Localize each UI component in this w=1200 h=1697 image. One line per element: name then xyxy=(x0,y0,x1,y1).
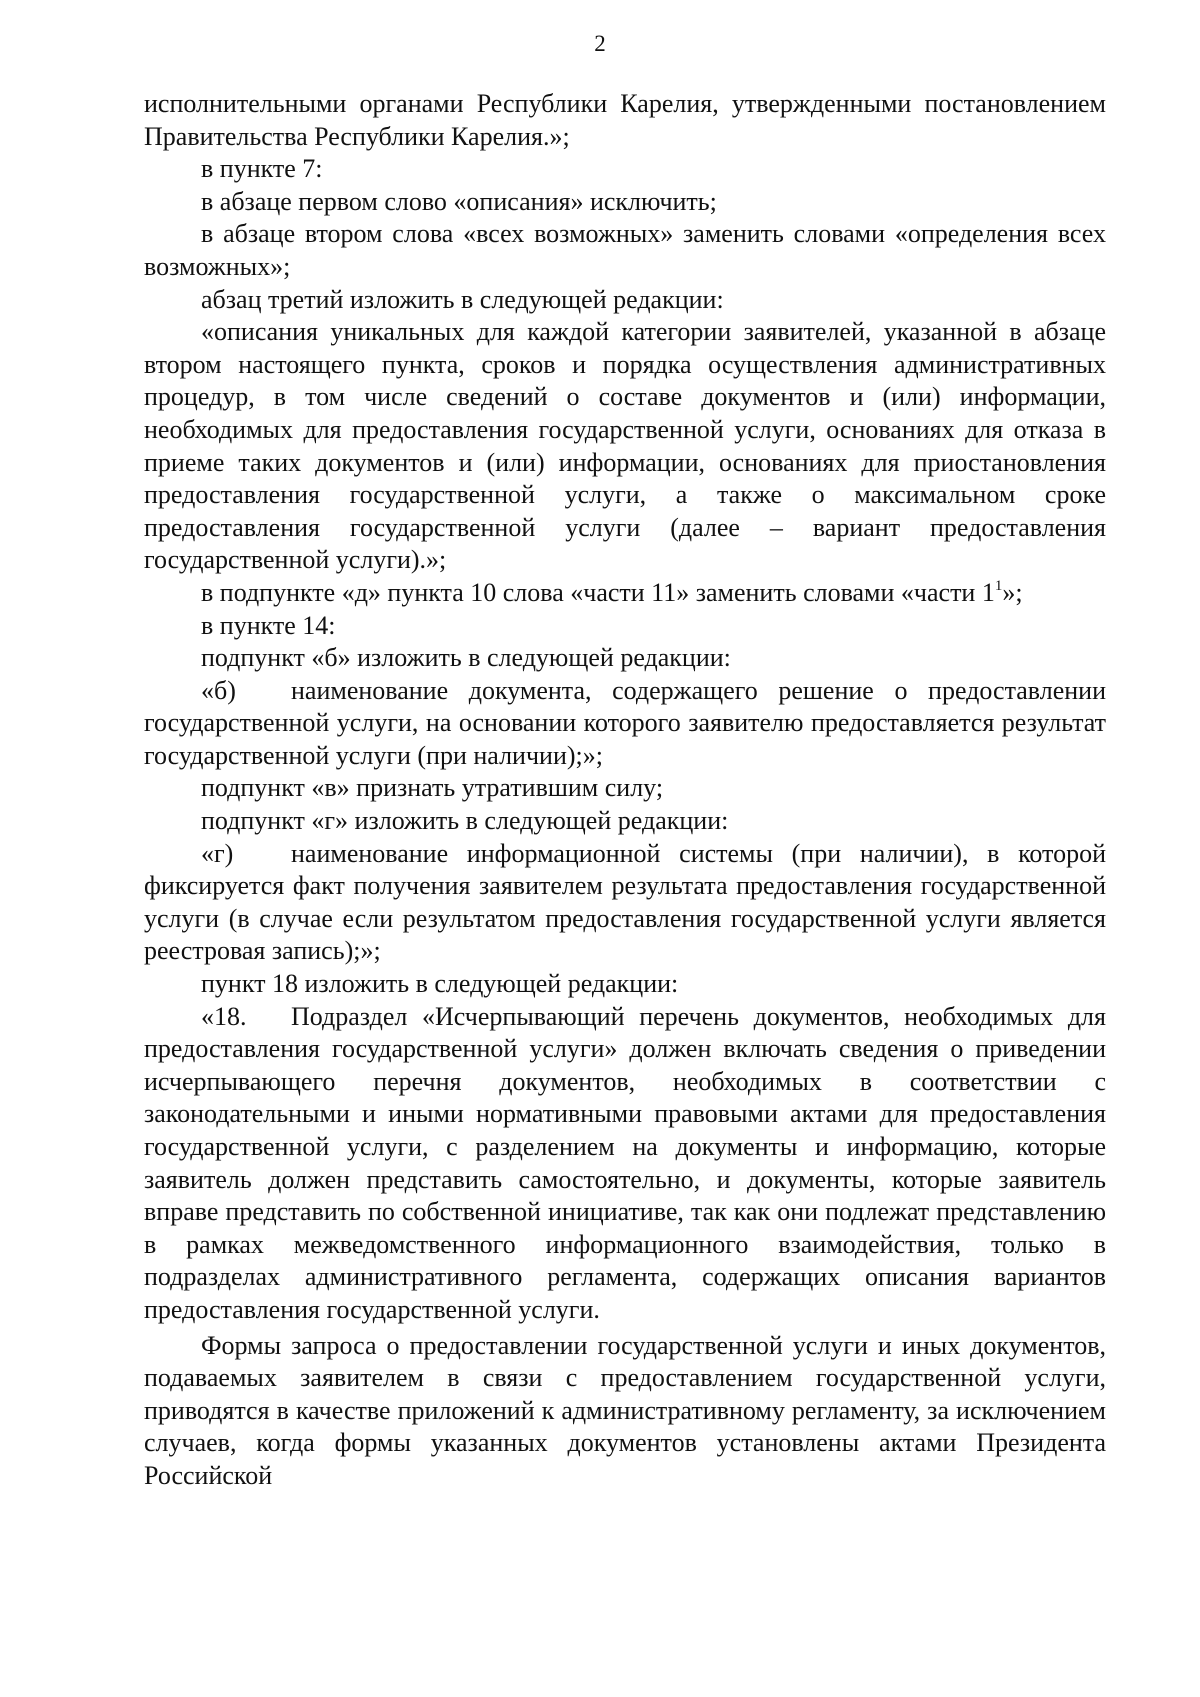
paragraph-text: наименование информационной системы (при наличии), в которой фиксируется факт получения заявителем результата предоставления государственной услуги (в случае если результатом предоставления государственной услуги является реестровая запись);»; xyxy=(144,838,1106,966)
point-paragraph xyxy=(144,1001,1106,1327)
paragraph: подпункт «б» изложить в следующей редакции: xyxy=(201,643,731,673)
paragraph-text: в подпункте «д» пункта 10 слова «части 11» заменить словами «части 1 xyxy=(201,577,995,607)
paragraph: подпункт «в» признать утратившим силу; xyxy=(201,773,664,803)
page-number: 2 xyxy=(594,31,606,56)
paragraph-text: наименование документа, содержащего решение о предоставлении государственной услуги, на основании которого заявителю предоставляется результат государственной услуги (при наличии);»; xyxy=(144,675,1106,770)
paragraph: в абзаце втором слова «всех возможных» заменить словами «определения всех возможных»; xyxy=(144,219,1106,281)
paragraph: в абзаце первом слово «описания» исключить; xyxy=(201,186,717,216)
subpoint-marker: «б) xyxy=(201,675,236,705)
subpoint-paragraph xyxy=(144,675,1106,773)
paragraph: подпункт «г» изложить в следующей редакции: xyxy=(201,806,729,836)
subpoint-paragraph xyxy=(144,838,1106,968)
paragraph-text: Подраздел «Исчерпывающий перечень документов, необходимых для предоставления государственной услуги» должен включать сведения о приведении исчерпывающего перечня документов, необходимых в соответствии с законодательными и иными нормативными правовыми актами для предоставления государственной услуги, с разделением на документы и информацию, которые заявитель должен представить самостоятельно, и документы, которые заявитель вправе представить по собственной инициативе, так как они подлежат представлению в рамках межведомственного информационного взаимодействия, только в подразделах административного регламента, содержащих описания вариантов предоставления государственной услуги. xyxy=(144,1001,1106,1324)
paragraph: «описания уникальных для каждой категории заявителей, указанной в абзаце втором настоящего пункта, сроков и порядка осуществления административных процедур, в том числе сведений о составе документов и (или) информации, необходимых для предоставления государственной услуги, основаниях для отказа в приеме таких документов и (или) информации, основаниях для приостановления предоставления государственной услуги, а также о максимальном сроке предоставления государственной услуги (далее – вариант предоставления государственной услуги).»; xyxy=(144,317,1106,575)
paragraph-tail: »; xyxy=(1002,577,1023,607)
paragraph: Формы запроса о предоставлении государственной услуги и иных документов, подаваемых заявителем в связи с предоставлением государственной услуги, приводятся в качестве приложений к административному регламенту, за исключением случаев, когда формы указанных документов установлены актами Президента Российской xyxy=(144,1330,1106,1490)
document-body xyxy=(144,88,1106,1493)
paragraph: в пункте 7: xyxy=(201,154,323,184)
point-marker: «18. xyxy=(201,1001,247,1031)
paragraph: абзац третий изложить в следующей редакции: xyxy=(201,284,724,314)
paragraph-with-superscript xyxy=(144,577,1106,610)
paragraph: исполнительными органами Республики Карелия, утвержденными постановлением Правительства Республики Карелия.»; xyxy=(144,89,1106,151)
superscript: 1 xyxy=(994,577,1003,594)
paragraph: пункт 18 изложить в следующей редакции: xyxy=(201,969,679,999)
paragraph: в пункте 14: xyxy=(201,610,336,640)
subpoint-marker: «г) xyxy=(201,838,234,868)
